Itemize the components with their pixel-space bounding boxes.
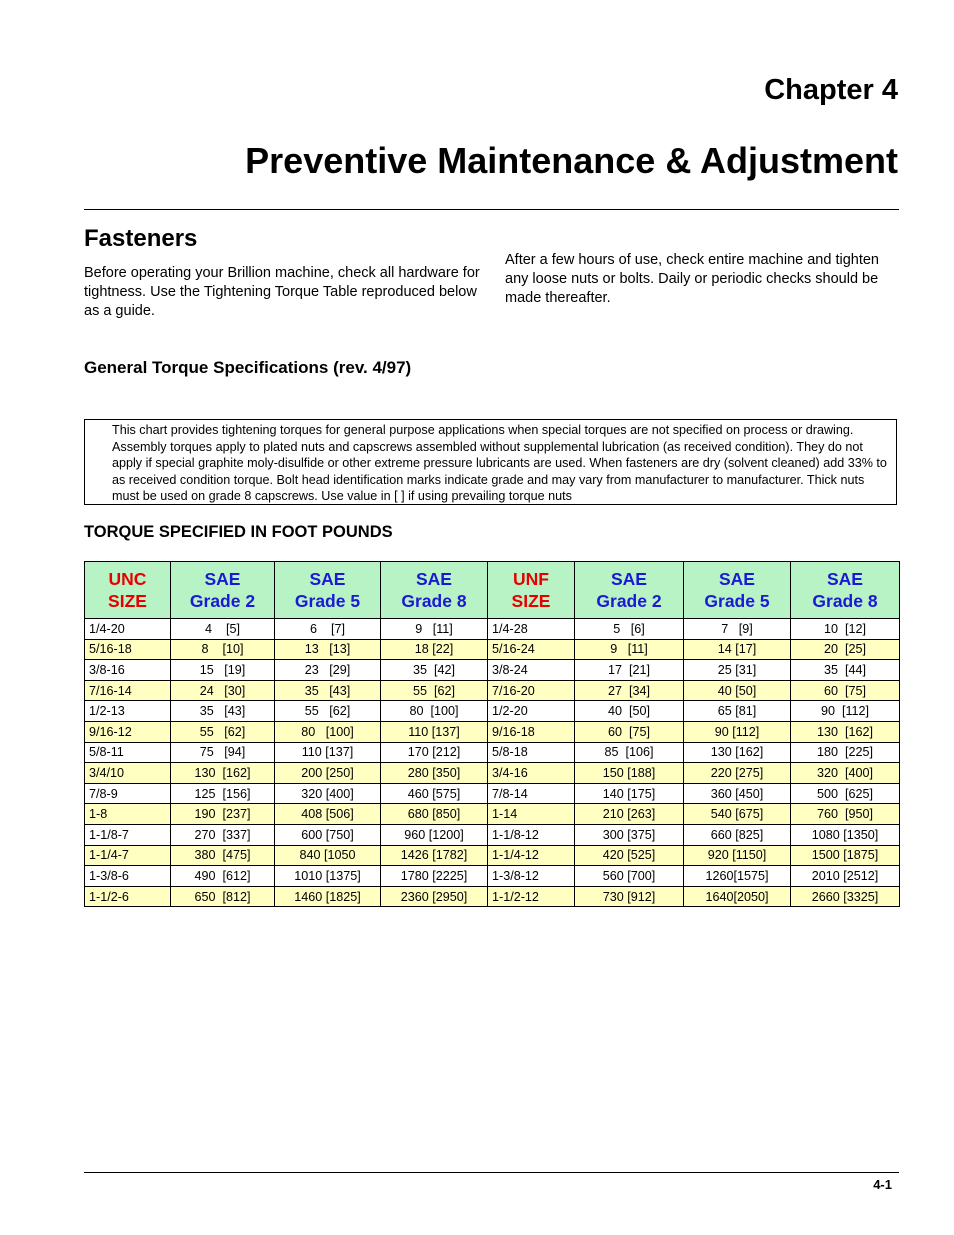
table-cell-torque: 150 [188] [575, 763, 684, 784]
table-cell-torque: 1640[2050] [684, 886, 791, 907]
table-cell-torque: 1500 [1875] [791, 845, 900, 866]
table-cell-torque: 25 [31] [684, 660, 791, 681]
table-cell-torque: 6 [7] [275, 619, 381, 640]
bottom-divider [84, 1172, 899, 1173]
table-cell-torque: 170 [212] [381, 742, 488, 763]
table-cell-size: 1-1/8-12 [488, 824, 575, 845]
column-header-0 [85, 562, 171, 619]
table-cell-size: 1/2-13 [85, 701, 171, 722]
fasteners-paragraph-left: Before operating your Brillion machine, check all hardware for tightness. Use the Tightening Torque Table reproduced below as a guide. [84, 265, 480, 319]
column-header-line1: UNC [108, 569, 147, 589]
table-row [85, 783, 900, 804]
table-cell-torque: 320 [400] [791, 763, 900, 784]
table-row [85, 886, 900, 907]
column-header-line2: SIZE [108, 591, 147, 611]
column-header-line2: Grade 8 [812, 591, 878, 611]
table-cell-torque: 1780 [2225] [381, 866, 488, 887]
column-header-3 [381, 562, 488, 619]
column-header-7 [791, 562, 900, 619]
table-cell-torque: 270 [337] [171, 824, 275, 845]
column-header-line1: SAE [611, 569, 647, 589]
table-cell-size: 3/8-16 [85, 660, 171, 681]
table-cell-torque: 360 [450] [684, 783, 791, 804]
table-cell-torque: 90 [112] [791, 701, 900, 722]
table-cell-torque: 730 [912] [575, 886, 684, 907]
table-cell-torque: 80 [100] [275, 721, 381, 742]
table-cell-torque: 1260[1575] [684, 866, 791, 887]
table-cell-torque: 10 [12] [791, 619, 900, 640]
table-cell-torque: 2360 [2950] [381, 886, 488, 907]
table-cell-torque: 210 [263] [575, 804, 684, 825]
column-header-line1: SAE [416, 569, 452, 589]
table-cell-size: 3/4/10 [85, 763, 171, 784]
table-cell-torque: 15 [19] [171, 660, 275, 681]
table-row [85, 619, 900, 640]
table-cell-torque: 17 [21] [575, 660, 684, 681]
page-title: Preventive Maintenance & Adjustment [245, 140, 898, 181]
table-cell-torque: 190 [237] [171, 804, 275, 825]
table-cell-torque: 540 [675] [684, 804, 791, 825]
table-cell-size: 7/8-9 [85, 783, 171, 804]
table-cell-size: 7/8-14 [488, 783, 575, 804]
table-cell-torque: 60 [75] [791, 680, 900, 701]
table-cell-torque: 9 [11] [381, 619, 488, 640]
table-cell-torque: 110 [137] [275, 742, 381, 763]
column-header-line1: UNF [513, 569, 549, 589]
table-cell-size: 3/4-16 [488, 763, 575, 784]
table-cell-torque: 40 [50] [684, 680, 791, 701]
table-cell-size: 1/4-20 [85, 619, 171, 640]
table-cell-torque: 960 [1200] [381, 824, 488, 845]
table-cell-torque: 13 [13] [275, 639, 381, 660]
table-row [85, 660, 900, 681]
column-header-line2: Grade 8 [401, 591, 467, 611]
table-cell-torque: 40 [50] [575, 701, 684, 722]
torque-table-heading: TORQUE SPECIFIED IN FOOT POUNDS [84, 523, 393, 541]
table-cell-torque: 1426 [1782] [381, 845, 488, 866]
column-header-line2: SIZE [511, 591, 551, 611]
table-cell-size: 1-3/8-6 [85, 866, 171, 887]
table-cell-torque: 110 [137] [381, 721, 488, 742]
table-row [85, 763, 900, 784]
table-cell-torque: 920 [1150] [684, 845, 791, 866]
table-row [85, 680, 900, 701]
table-cell-size: 1-1/2-12 [488, 886, 575, 907]
column-header-1 [171, 562, 275, 619]
table-cell-size: 5/8-18 [488, 742, 575, 763]
table-row [85, 804, 900, 825]
table-row [85, 639, 900, 660]
table-cell-torque: 55 [62] [171, 721, 275, 742]
table-cell-torque: 1010 [1375] [275, 866, 381, 887]
table-cell-torque: 500 [625] [791, 783, 900, 804]
table-cell-torque: 300 [375] [575, 824, 684, 845]
table-cell-size: 1-1/8-7 [85, 824, 171, 845]
table-row [85, 866, 900, 887]
table-cell-torque: 7 [9] [684, 619, 791, 640]
table-cell-torque: 35 [44] [791, 660, 900, 681]
table-cell-torque: 35 [43] [275, 680, 381, 701]
table-cell-torque: 2660 [3325] [791, 886, 900, 907]
table-cell-torque: 280 [350] [381, 763, 488, 784]
table-row [85, 845, 900, 866]
table-cell-torque: 18 [22] [381, 639, 488, 660]
table-cell-torque: 23 [29] [275, 660, 381, 681]
table-cell-torque: 130 [162] [791, 721, 900, 742]
table-cell-torque: 20 [25] [791, 639, 900, 660]
table-cell-torque: 200 [250] [275, 763, 381, 784]
table-cell-torque: 320 [400] [275, 783, 381, 804]
table-cell-torque: 75 [94] [171, 742, 275, 763]
table-cell-torque: 80 [100] [381, 701, 488, 722]
table-cell-size: 1/4-28 [488, 619, 575, 640]
column-header-5 [575, 562, 684, 619]
fasteners-paragraph-right: After a few hours of use, check entire machine and tighten any loose nuts or bolts. Daily or periodic checks should be made thereafter. [505, 252, 879, 306]
table-cell-size: 1/2-20 [488, 701, 575, 722]
table-cell-torque: 408 [506] [275, 804, 381, 825]
table-cell-size: 5/8-11 [85, 742, 171, 763]
table-cell-torque: 130 [162] [171, 763, 275, 784]
page-number: 4-1 [873, 1177, 892, 1192]
table-cell-torque: 680 [850] [381, 804, 488, 825]
table-cell-torque: 14 [17] [684, 639, 791, 660]
column-header-line2: Grade 2 [596, 591, 662, 611]
table-cell-size: 1-14 [488, 804, 575, 825]
table-cell-torque: 55 [62] [275, 701, 381, 722]
table-cell-size: 7/16-14 [85, 680, 171, 701]
table-body [85, 619, 900, 907]
table-cell-torque: 27 [34] [575, 680, 684, 701]
table-cell-size: 1-8 [85, 804, 171, 825]
table-cell-torque: 600 [750] [275, 824, 381, 845]
table-cell-torque: 840 [1050 [275, 845, 381, 866]
table-header-row [85, 562, 900, 619]
table-cell-size: 5/16-24 [488, 639, 575, 660]
table-cell-torque: 180 [225] [791, 742, 900, 763]
table-cell-size: 1-1/4-7 [85, 845, 171, 866]
column-header-line2: Grade 2 [189, 591, 256, 611]
table-cell-torque: 4 [5] [171, 619, 275, 640]
table-cell-torque: 140 [175] [575, 783, 684, 804]
table-cell-torque: 35 [43] [171, 701, 275, 722]
chapter-label: Chapter 4 [764, 74, 898, 106]
table-cell-torque: 85 [106] [575, 742, 684, 763]
column-header-4 [488, 562, 575, 619]
table-cell-torque: 8 [10] [171, 639, 275, 660]
column-header-line1: SAE [309, 569, 346, 589]
table-cell-torque: 2010 [2512] [791, 866, 900, 887]
torque-note-box: This chart provides tightening torques for general purpose applications when special torques are not specified on process or drawing. Assembly torques apply to plated nuts and capscrews assembled without supplemental lubrication (as received condition). They do not apply if special graphite moly-disulfide or other extreme pressure lubricants are used. When fasteners are dry (solvent cleaned) add 33% to as received condition torque. Bolt head identification marks indicate grade and may vary from manufacturer to manufacturer. Thick nuts must be used on grade 8 capscrews. Use value in [ ] if using prevailing torque nuts [84, 419, 897, 505]
table-cell-size: 1-1/2-6 [85, 886, 171, 907]
table-cell-torque: 125 [156] [171, 783, 275, 804]
table-cell-torque: 65 [81] [684, 701, 791, 722]
column-header-2 [275, 562, 381, 619]
table-cell-torque: 560 [700] [575, 866, 684, 887]
top-divider [84, 209, 899, 210]
table-cell-size: 9/16-12 [85, 721, 171, 742]
table-cell-torque: 760 [950] [791, 804, 900, 825]
table-cell-torque: 60 [75] [575, 721, 684, 742]
table-cell-torque: 24 [30] [171, 680, 275, 701]
table-cell-torque: 55 [62] [381, 680, 488, 701]
table-cell-size: 1-1/4-12 [488, 845, 575, 866]
table-cell-torque: 220 [275] [684, 763, 791, 784]
table-cell-torque: 130 [162] [684, 742, 791, 763]
table-cell-torque: 420 [525] [575, 845, 684, 866]
table-cell-size: 5/16-18 [85, 639, 171, 660]
table-row [85, 742, 900, 763]
column-header-6 [684, 562, 791, 619]
table-row [85, 701, 900, 722]
table-cell-torque: 650 [812] [171, 886, 275, 907]
column-header-line2: Grade 5 [294, 591, 361, 611]
table-cell-size: 3/8-24 [488, 660, 575, 681]
table-cell-torque: 5 [6] [575, 619, 684, 640]
table-cell-size: 9/16-18 [488, 721, 575, 742]
table-cell-torque: 380 [475] [171, 845, 275, 866]
table-cell-torque: 35 [42] [381, 660, 488, 681]
table-cell-torque: 460 [575] [381, 783, 488, 804]
column-header-line1: SAE [827, 569, 863, 589]
table-row [85, 721, 900, 742]
column-header-line2: Grade 5 [704, 591, 770, 611]
table-cell-torque: 90 [112] [684, 721, 791, 742]
section-heading-fasteners: Fasteners [84, 225, 198, 252]
table-cell-torque: 9 [11] [575, 639, 684, 660]
column-header-line1: SAE [204, 569, 241, 589]
table-cell-size: 1-3/8-12 [488, 866, 575, 887]
table-cell-torque: 1460 [1825] [275, 886, 381, 907]
table-cell-torque: 490 [612] [171, 866, 275, 887]
column-header-line1: SAE [719, 569, 755, 589]
torque-table [84, 561, 900, 907]
torque-spec-heading: General Torque Specifications (rev. 4/97) [84, 358, 412, 377]
table-cell-torque: 660 [825] [684, 824, 791, 845]
table-row [85, 824, 900, 845]
table-cell-torque: 1080 [1350] [791, 824, 900, 845]
table-cell-size: 7/16-20 [488, 680, 575, 701]
